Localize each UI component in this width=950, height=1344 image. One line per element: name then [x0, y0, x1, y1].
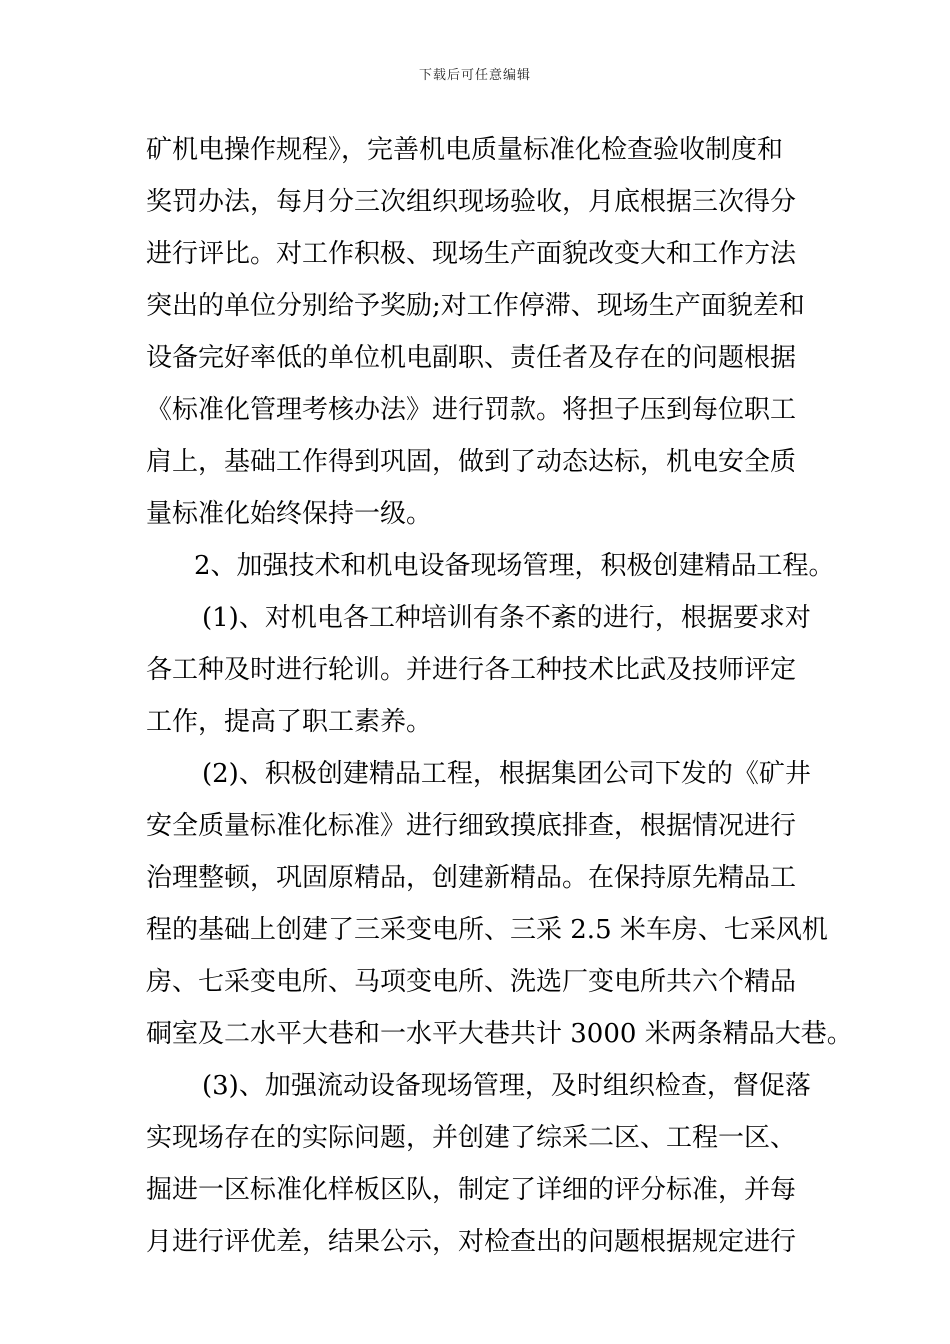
text-line: 程的基础上创建了三采变电所、三采 2.5 米车房、七采风机 — [146, 915, 828, 945]
text-line: 设备完好率低的单位机电副职、责任者及存在的问题根据 — [146, 343, 797, 373]
text-line: (3)、加强流动设备现场管理，及时组织检查，督促落 — [202, 1071, 811, 1101]
text-line: 房、七采变电所、马项变电所、洗选厂变电所共六个精品 — [146, 967, 797, 997]
document-body — [146, 124, 853, 1268]
text-line: 掘进一区标准化样板区队，制定了详细的评分标准，并每 — [146, 1175, 797, 1205]
text-line: 量标准化始终保持一级。 — [146, 499, 433, 529]
text-line: 突出的单位分别给予奖励;对工作停滞、现场生产面貌差和 — [146, 291, 805, 321]
text-line: 矿机电操作规程》，完善机电质量标准化检查验收制度和 — [146, 135, 784, 165]
header-note: 下载后可任意编辑 — [418, 68, 531, 83]
section-heading: 2、加强技术和机电设备现场管理，积极创建精品工程。 — [194, 551, 835, 581]
text-line: 奖罚办法，每月分三次组织现场验收，月底根据三次得分 — [146, 187, 797, 217]
text-line: 工作，提高了职工素养。 — [146, 707, 433, 737]
text-line: 实现场存在的实际问题，并创建了综采二区、工程一区、 — [146, 1123, 797, 1153]
text-line: 《标准化管理考核办法》进行罚款。将担子压到每位职工 — [146, 395, 797, 425]
text-line: 安全质量标准化标准》进行细致摸底排查，根据情况进行 — [146, 811, 797, 841]
text-line: 硐室及二水平大巷和一水平大巷共计 3000 米两条精品大巷。 — [146, 1019, 853, 1049]
text-line: 治理整顿，巩固原精品，创建新精品。在保持原先精品工 — [146, 863, 797, 893]
text-line: (1)、对机电各工种培训有条不紊的进行，根据要求对 — [202, 603, 811, 633]
text-line: 进行评比。对工作积极、现场生产面貌改变大和工作方法 — [146, 239, 797, 269]
text-line: 肩上，基础工作得到巩固，做到了动态达标，机电安全质 — [146, 447, 797, 477]
text-line: (2)、积极创建精品工程，根据集团公司下发的《矿井 — [202, 759, 811, 789]
text-line: 月进行评优差，结果公示，对检查出的问题根据规定进行 — [146, 1227, 797, 1257]
text-line: 各工种及时进行轮训。并进行各工种技术比武及技师评定 — [146, 655, 797, 685]
